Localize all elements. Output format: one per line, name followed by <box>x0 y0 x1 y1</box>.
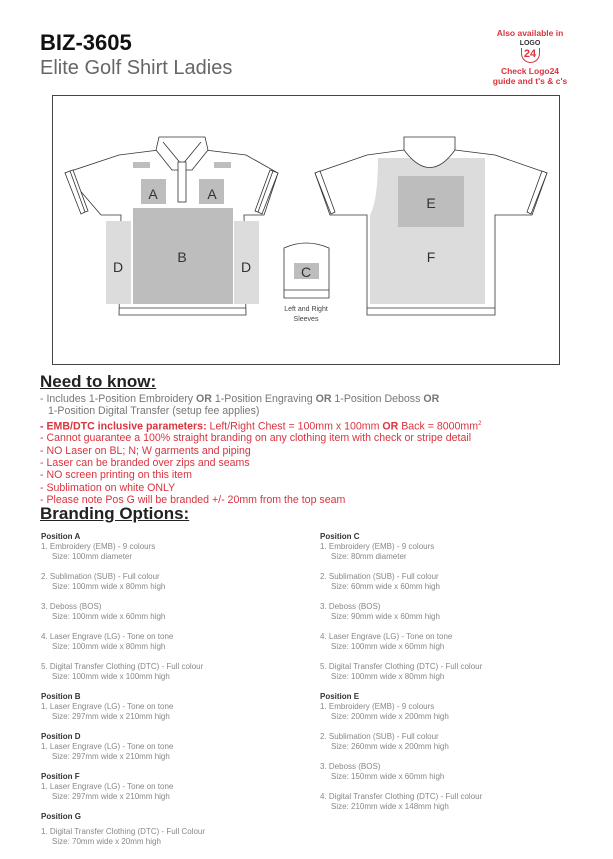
note-8: - Please note Pos G will be branded +/- 20mm from the top seam <box>40 493 346 506</box>
branding-options-heading: Branding Options: <box>40 504 190 523</box>
option-size: Size: 100mm wide x 80mm high <box>52 642 166 651</box>
option-method: 1. Embroidery (EMB) - 9 colours <box>320 702 435 711</box>
branding-option <box>320 602 482 622</box>
note-3: - Cannot guarantee a 100% straight branding on any clothing item with check or stripe detail <box>40 432 472 445</box>
option-size: Size: 260mm wide x 200mm high <box>331 742 449 751</box>
branding-option <box>41 602 203 622</box>
logo-text: LOGO <box>519 40 541 47</box>
branding-option <box>41 742 173 762</box>
option-method: 3. Deboss (BOS) <box>320 762 381 771</box>
branding-option <box>320 762 482 782</box>
option-size: Size: 70mm wide x 20mm high <box>52 837 161 846</box>
option-method: 1. Laser Engrave (LG) - Tone on tone <box>41 742 174 751</box>
branding-option <box>41 782 173 802</box>
option-method: 4. Laser Engrave (LG) - Tone on tone <box>320 632 453 641</box>
branding-option <box>41 542 203 562</box>
option-size: Size: 297mm wide x 210mm high <box>52 792 170 801</box>
logo24-promo <box>470 28 590 86</box>
option-method: 2. Sublimation (SUB) - Full colour <box>41 572 160 581</box>
option-size: Size: 90mm wide x 60mm high <box>331 612 440 621</box>
option-method: 3. Deboss (BOS) <box>320 602 381 611</box>
branding-option <box>320 572 482 592</box>
position-title: Position G <box>41 812 81 821</box>
position-title: Position B <box>41 692 81 701</box>
promo-line-3: guide and t's & c's <box>492 76 568 86</box>
product-name: Elite Golf Shirt Ladies <box>40 57 233 79</box>
option-size: Size: 100mm wide x 60mm high <box>331 642 445 651</box>
option-size: Size: 60mm wide x 60mm high <box>331 582 440 591</box>
label-a-left: A <box>148 186 158 202</box>
label-e: E <box>426 195 436 211</box>
branding-option <box>320 702 482 722</box>
branding-option <box>41 662 203 682</box>
option-size: Size: 200mm wide x 200mm high <box>331 712 449 721</box>
position-e-block <box>320 692 482 822</box>
label-c: C <box>300 264 312 280</box>
option-method: 5. Digital Transfer Clothing (DTC) - Full colour <box>41 662 204 671</box>
option-method: 1. Embroidery (EMB) - 9 colours <box>41 542 156 551</box>
branding-option <box>320 542 482 562</box>
promo-line-2: Check Logo24 <box>500 66 560 76</box>
option-method: 2. Sublimation (SUB) - Full colour <box>320 732 439 741</box>
label-d-right: D <box>240 259 252 275</box>
note-4: - NO Laser on BL; N; W garments and piping <box>40 444 251 457</box>
option-method: 2. Sublimation (SUB) - Full colour <box>320 572 439 581</box>
option-size: Size: 297mm wide x 210mm high <box>52 712 170 721</box>
zone-g-left <box>133 162 150 168</box>
label-a-right: A <box>207 186 217 202</box>
branding-option <box>320 662 482 682</box>
position-g-block <box>41 812 205 857</box>
label-f: F <box>426 249 436 265</box>
position-title: Position D <box>41 732 81 741</box>
option-method: 4. Laser Engrave (LG) - Tone on tone <box>41 632 174 641</box>
option-size: Size: 100mm wide x 80mm high <box>52 582 166 591</box>
branding-option <box>41 572 203 592</box>
position-title: Position C <box>320 532 360 541</box>
branding-option <box>320 792 482 812</box>
sleeve-caption-2: Sleeves <box>293 316 319 323</box>
branding-option <box>41 827 205 847</box>
branding-option <box>41 632 203 652</box>
option-method: 1. Embroidery (EMB) - 9 colours <box>320 542 435 551</box>
branding-option <box>320 732 482 752</box>
note-5: - Laser can be branded over zips and seams <box>40 457 250 470</box>
position-title: Position F <box>41 772 80 781</box>
position-title: Position E <box>320 692 360 701</box>
branding-option <box>41 702 173 722</box>
option-method: 1. Digital Transfer Clothing (DTC) - Full Colour <box>41 827 206 836</box>
option-method: 1. Laser Engrave (LG) - Tone on tone <box>41 782 174 791</box>
option-size: Size: 80mm diameter <box>331 552 407 561</box>
note-7: - Sublimation on white ONLY <box>40 481 176 494</box>
option-size: Size: 100mm wide x 80mm high <box>331 672 445 681</box>
position-d-block <box>41 732 173 772</box>
option-method: 5. Digital Transfer Clothing (DTC) - Full colour <box>320 662 483 671</box>
label-d-left: D <box>112 259 124 275</box>
position-c-block <box>320 532 482 692</box>
branding-diagram <box>52 95 560 365</box>
option-size: Size: 100mm wide x 100mm high <box>52 672 170 681</box>
position-f-block <box>41 772 173 812</box>
option-size: Size: 100mm diameter <box>52 552 133 561</box>
option-size: Size: 150mm wide x 60mm high <box>331 772 445 781</box>
note-6: - NO screen printing on this item <box>40 469 192 482</box>
logo24-logo <box>516 40 544 64</box>
note-1: - Includes 1-Position Embroidery OR 1-Position Engraving OR 1-Position Deboss OR <box>40 393 440 405</box>
note-2: - EMB/DTC inclusive parameters: Left/Right Chest = 100mm x 100mm OR Back = $8000mm^2$ <box>40 420 482 433</box>
branding-option <box>320 632 482 652</box>
note-1-cont: 1-Position Digital Transfer (setup fee applies) <box>48 405 260 418</box>
label-b: B <box>177 249 187 265</box>
need-to-know-list <box>40 393 481 506</box>
option-method: 1. Laser Engrave (LG) - Tone on tone <box>41 702 174 711</box>
option-size: Size: 297mm wide x 210mm high <box>52 752 170 761</box>
position-a-block <box>41 532 203 692</box>
position-title: Position A <box>41 532 81 541</box>
promo-line-1: Also available in <box>496 28 564 38</box>
option-method: 4. Digital Transfer Clothing (DTC) - Full colour <box>320 792 483 801</box>
option-size: Size: 210mm wide x 148mm high <box>331 802 449 811</box>
option-size: Size: 100mm wide x 60mm high <box>52 612 166 621</box>
logo-number: 24 <box>521 48 540 63</box>
option-method: 3. Deboss (BOS) <box>41 602 102 611</box>
product-code: BIZ-3605 <box>40 30 132 55</box>
need-to-know-heading: Need to know: <box>40 372 157 391</box>
position-b-block <box>41 692 173 732</box>
sleeve-caption-1: Left and Right <box>284 306 328 313</box>
zone-g-right <box>214 162 231 168</box>
